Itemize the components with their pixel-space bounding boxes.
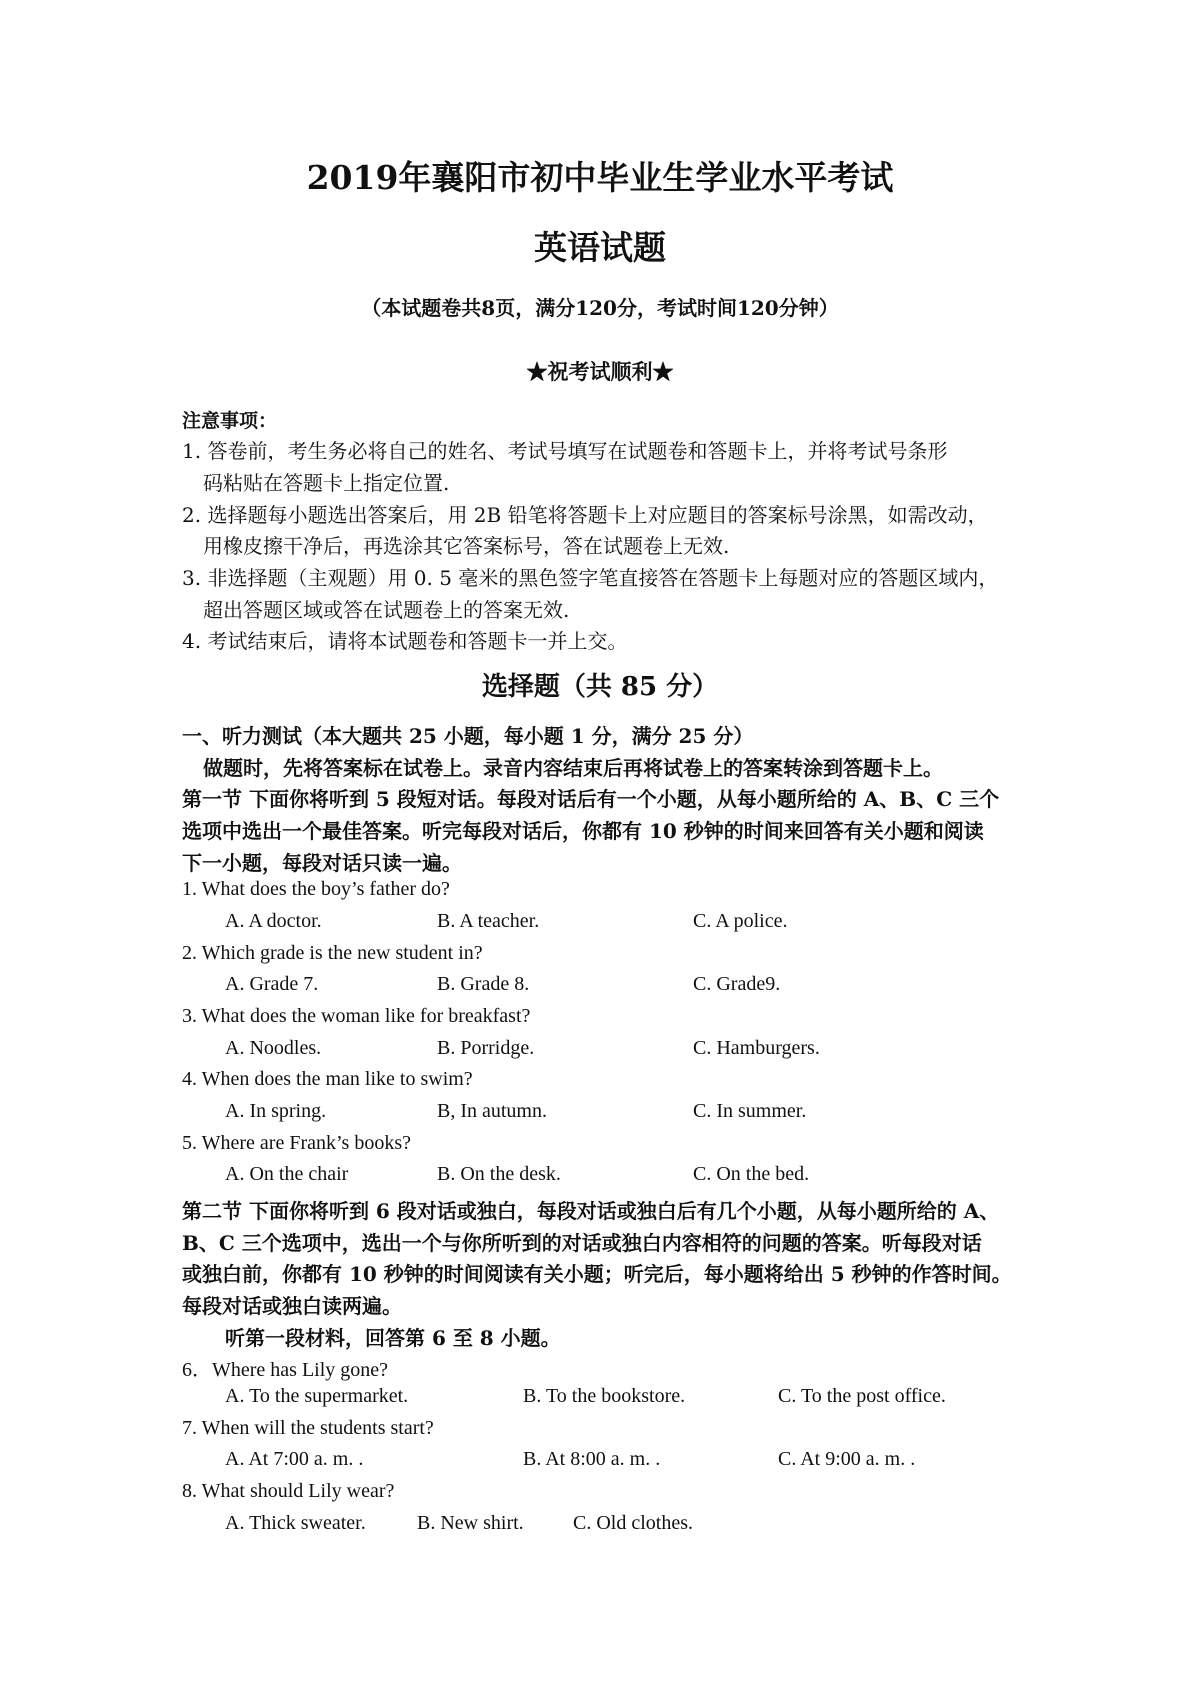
- q7-option-b: B. At 8:00 a. m. .: [523, 1448, 661, 1470]
- q6-option-b: B. To the bookstore.: [523, 1385, 686, 1407]
- q3-option-c: C. Hamburgers.: [693, 1037, 820, 1059]
- q4-option-a: A. In spring.: [225, 1100, 327, 1122]
- q6-option-a: A. To the supermarket.: [225, 1385, 409, 1407]
- subject-title: 英语试题: [534, 228, 666, 267]
- q5-option-c: C. On the bed.: [693, 1163, 810, 1185]
- notice-item-3-cont: 超出答题区域或答在试题卷上的答案无效.: [203, 598, 570, 622]
- question-3: 3. What does the woman like for breakfast?: [182, 1005, 531, 1027]
- q5-option-a: A. On the chair: [225, 1163, 349, 1185]
- sec2-sub-heading: 听第一段材料，回答第 6 至 8 小题。: [225, 1326, 561, 1350]
- notice-item-1-cont: 码粘贴在答题卡上指定位置.: [203, 471, 450, 495]
- q2-option-a: A. Grade 7.: [225, 973, 319, 995]
- q7-option-c: C. At 9:00 a. m. .: [778, 1448, 916, 1470]
- question-5: 5. Where are Frank’s books?: [182, 1132, 412, 1154]
- sec1-line-1: 第一节 下面你将听到 5 段短对话。每段对话后有一个小题，从每小题所给的 A、B、C 三个: [182, 787, 1000, 811]
- q1-option-c: C. A police.: [693, 910, 788, 932]
- q8-option-b: B. New shirt.: [417, 1512, 524, 1534]
- q8-option-c: C. Old clothes.: [573, 1512, 693, 1534]
- q1-option-a: A. A doctor.: [225, 910, 322, 932]
- q8-option-a: A. Thick sweater.: [225, 1512, 366, 1534]
- notice-item-2-cont: 用橡皮擦干净后，再选涂其它答案标号，答在试题卷上无效.: [203, 534, 730, 558]
- sec2-line-1: 第二节 下面你将听到 6 段对话或独白，每段对话或独白后有几个小题，从每小题所给的 A、: [182, 1199, 1000, 1223]
- q6-option-c: C. To the post office.: [778, 1385, 946, 1407]
- q2-option-b: B. Grade 8.: [437, 973, 530, 995]
- q3-option-a: A. Noodles.: [225, 1037, 322, 1059]
- question-4: 4. When does the man like to swim?: [182, 1068, 473, 1090]
- sec1-line-2: 选项中选出一个最佳答案。听完每段对话后，你都有 10 秒钟的时间来回答有关小题和阅读: [182, 819, 984, 843]
- sec1-line-3: 下一小题，每段对话只读一遍。: [182, 851, 462, 875]
- exam-title: 2019年襄阳市初中毕业生学业水平考试: [306, 158, 894, 197]
- q4-option-b: B, In autumn.: [437, 1100, 547, 1122]
- q5-option-b: B. On the desk.: [437, 1163, 561, 1185]
- notice-item-4: 4. 考试结束后，请将本试题卷和答题卡一并上交。: [182, 629, 628, 653]
- q2-option-c: C. Grade9.: [693, 973, 781, 995]
- question-2: 2. Which grade is the new student in?: [182, 942, 483, 964]
- good-luck-line: ★祝考试顺利★: [526, 359, 674, 384]
- question-6: 6．Where has Lily gone?: [182, 1359, 389, 1381]
- notice-item-2: 2. 选择题每小题选出答案后，用 2B 铅笔将答题卡上对应题目的答案标号涂黑，如需改动，: [182, 503, 988, 527]
- question-8: 8. What should Lily wear?: [182, 1480, 395, 1502]
- section-title: 选择题（共 85 分）: [481, 672, 719, 702]
- question-7: 7. When will the students start?: [182, 1417, 434, 1439]
- sec2-line-3: 或独白前，你都有 10 秒钟的时间阅读有关小题；听完后，每小题将给出 5 秒钟的作答时间。: [182, 1262, 1012, 1286]
- notice-heading: 注意事项：: [182, 410, 278, 432]
- q3-option-b: B. Porridge.: [437, 1037, 535, 1059]
- sec2-line-2: B、C 三个选项中，选出一个与你所听到的对话或独白内容相符的问题的答案。听每段对话: [182, 1231, 982, 1255]
- part1-instruction: 做题时，先将答案标在试卷上。录音内容结束后再将试卷上的答案转涂到答题卡上。: [203, 756, 943, 780]
- sec2-line-4: 每段对话或独白读两遍。: [182, 1294, 402, 1318]
- part1-heading: 一、听力测试（本大题共 25 小题，每小题 1 分，满分 25 分）: [182, 724, 754, 748]
- q1-option-b: B. A teacher.: [437, 910, 540, 932]
- notice-item-1: 1. 答卷前，考生务必将自己的姓名、考试号填写在试题卷和答题卡上，并将考试号条形: [182, 439, 948, 463]
- notice-item-3: 3. 非选择题（主观题）用 0. 5 毫米的黑色签字笔直接答在答题卡上每题对应的答题区域内，: [182, 566, 999, 590]
- question-1: 1. What does the boy’s father do?: [182, 878, 450, 900]
- q4-option-c: C. In summer.: [693, 1100, 807, 1122]
- exam-info: （本试题卷共8页，满分120分，考试时间120分钟）: [361, 296, 839, 320]
- q7-option-a: A. At 7:00 a. m. .: [225, 1448, 364, 1470]
